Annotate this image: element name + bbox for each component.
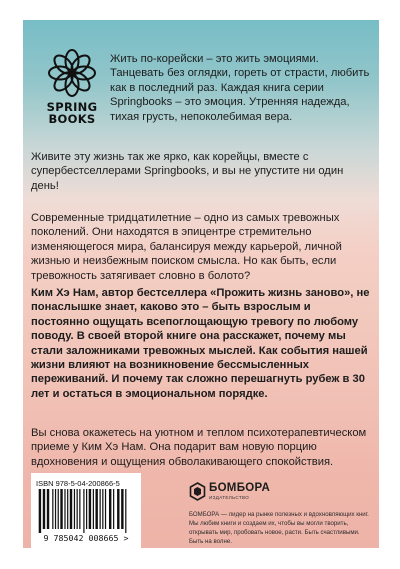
intro-paragraph: Жить по-корейски – это жить эмоциями. Танцевать без оглядки, гореть от страсти, любить как в последний раз. Каждая книга серии Springbooks – это эмоция. Утренняя надежда, тихая грусть, непоколебимая вера. <box>110 53 370 123</box>
flower-icon <box>47 48 97 98</box>
call-paragraph: Живите эту жизнь так же ярко, как корейцы, вместе с супербестселлерами Springbooks, и вы не упустите ни один день! <box>31 151 344 192</box>
logo-line-2: BOOKS <box>48 112 96 126</box>
barcode-digits: 9 785042 008665 > <box>43 533 129 543</box>
publisher-name: БОМБОРА <box>209 482 271 494</box>
publisher-about: БОМБОРА — лидер на рынке полезных и вдохновляющих книг. Мы любим книги и создаем их, чтобы вы могли творить, открывать мир, пробовать новое, расти. Быть счастливыми. Быть на волне. <box>189 511 369 545</box>
closing-paragraph: Вы снова окажетесь на уютном и теплом психотерапевтическом приеме у Ким Хэ Нам. Она подарит вам новую порцию вдохновения и ощущения обволакивающего спокойствия. <box>31 427 367 468</box>
context-paragraph: Современные тридцатилетние – одно из самых тревожных поколений. Они находятся в эпицентре стремительно изменяющегося мира, балансируя между карьерой, личной жизнью и неизбежным поиском смысла. Но как быть, если тревожность затягивает словно в болото? <box>31 212 342 282</box>
bombora-icon <box>189 482 206 501</box>
publisher-subtitle: ИЗДАТЕЛЬСТВО <box>209 495 250 500</box>
barcode-block <box>31 473 141 548</box>
barcode-image <box>36 489 136 533</box>
logo-line-1: SPRING <box>46 100 98 114</box>
back-cover <box>23 20 379 548</box>
author-paragraph: Ким Хэ Нам, автор бестселлера «Прожить жизнь заново», не понаслышке знает, каково это – быть взрослым и постоянно ощущать всепоглощающую тревогу по любому поводу. В своей второй книге она расскажет, почему мы стали заложниками тревожных мыслей. Как события нашей жизни влияют на возникновение бессмысленных переживаний. И почему так сложно перешагнуть рубеж в 30 лет и остаться в эмоциональном порядке. <box>31 287 370 400</box>
isbn-text: ISBN 978-5-04-200866-5 <box>36 479 120 488</box>
springbooks-logo <box>35 48 109 125</box>
